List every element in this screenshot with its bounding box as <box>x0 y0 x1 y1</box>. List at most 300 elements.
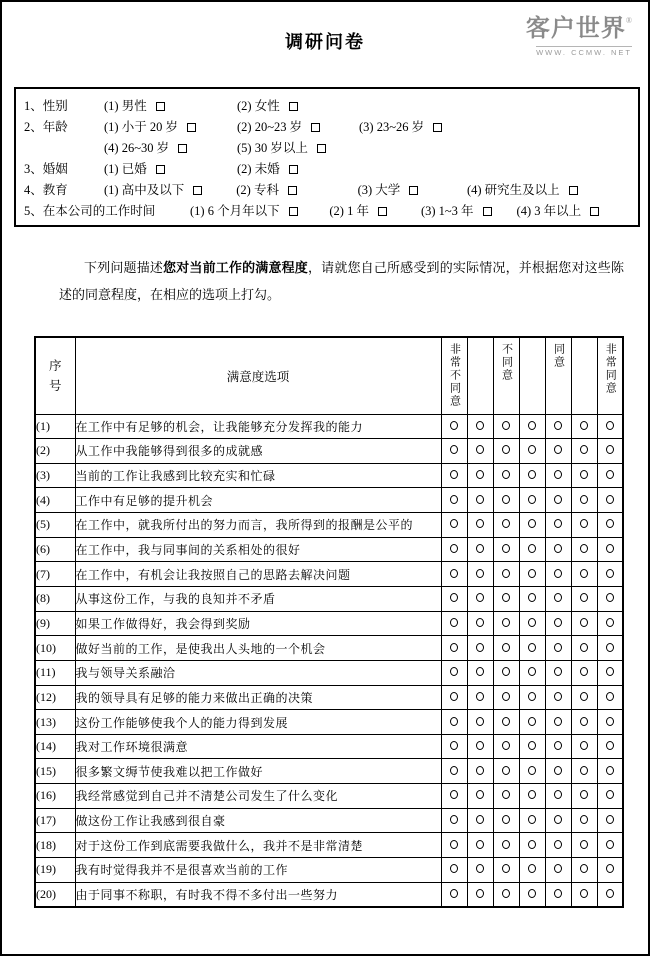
answer-circle[interactable] <box>528 519 536 528</box>
answer-circle[interactable] <box>528 643 536 652</box>
table-row <box>35 611 623 636</box>
answer-circle[interactable] <box>580 544 588 553</box>
answer-cell <box>519 660 545 685</box>
answer-cell <box>597 586 623 611</box>
answer-circle[interactable] <box>476 790 484 799</box>
statement-text: 我与领导关系融洽 <box>75 660 441 685</box>
answer-circle[interactable] <box>450 889 458 898</box>
page-title: 调研问卷 <box>285 32 365 52</box>
answer-circle[interactable] <box>476 544 484 553</box>
answer-cell <box>597 636 623 661</box>
answer-circle[interactable] <box>502 495 510 504</box>
answer-cell <box>545 513 571 538</box>
answer-cell <box>519 833 545 858</box>
answer-circle[interactable] <box>528 495 536 504</box>
answer-circle[interactable] <box>606 692 614 701</box>
answer-circle[interactable] <box>502 593 510 602</box>
answer-cell <box>441 611 467 636</box>
answer-circle[interactable] <box>528 593 536 602</box>
answer-circle[interactable] <box>476 593 484 602</box>
row-number: (6) <box>35 537 75 562</box>
answer-circle[interactable] <box>528 741 536 750</box>
answer-cell <box>597 784 623 809</box>
answer-circle[interactable] <box>450 519 458 528</box>
answer-cell <box>597 537 623 562</box>
rating-column-header <box>467 337 493 414</box>
answer-cell <box>493 660 519 685</box>
answer-cell <box>493 759 519 784</box>
row-number: (5) <box>35 513 75 538</box>
demographic-option <box>329 201 421 222</box>
checkbox[interactable] <box>187 123 196 132</box>
answer-cell <box>519 882 545 907</box>
seq-header-char: 号 <box>48 378 62 393</box>
seq-column-header <box>35 337 75 414</box>
answer-circle[interactable] <box>450 790 458 799</box>
checkbox[interactable] <box>378 207 387 216</box>
answer-circle[interactable] <box>528 766 536 775</box>
row-number: (11) <box>35 660 75 685</box>
answer-circle[interactable] <box>554 495 562 504</box>
answer-cell <box>467 759 493 784</box>
answer-circle[interactable] <box>554 840 562 849</box>
answer-circle[interactable] <box>450 717 458 726</box>
answer-cell <box>545 784 571 809</box>
answer-circle[interactable] <box>554 421 562 430</box>
answer-circle[interactable] <box>502 717 510 726</box>
answer-circle[interactable] <box>528 667 536 676</box>
answer-cell <box>493 513 519 538</box>
answer-cell <box>441 858 467 883</box>
rating-column-header <box>571 337 597 414</box>
answer-circle[interactable] <box>476 692 484 701</box>
answer-circle[interactable] <box>528 445 536 454</box>
answer-circle[interactable] <box>554 864 562 873</box>
checkbox[interactable] <box>289 102 298 111</box>
checkbox[interactable] <box>590 207 599 216</box>
answer-circle[interactable] <box>554 766 562 775</box>
answer-circle[interactable] <box>554 445 562 454</box>
checkbox[interactable] <box>409 186 418 195</box>
answer-circle[interactable] <box>554 790 562 799</box>
answer-circle[interactable] <box>606 815 614 824</box>
answer-circle[interactable] <box>528 790 536 799</box>
answer-cell <box>519 439 545 464</box>
answer-circle[interactable] <box>502 790 510 799</box>
answer-circle[interactable] <box>606 840 614 849</box>
answer-circle[interactable] <box>554 889 562 898</box>
answer-cell <box>441 488 467 513</box>
answer-cell <box>519 759 545 784</box>
answer-circle[interactable] <box>554 593 562 602</box>
table-row <box>35 784 623 809</box>
statement-text: 很多繁文缛节使我难以把工作做好 <box>75 759 441 784</box>
answer-cell <box>493 784 519 809</box>
answer-circle[interactable] <box>476 519 484 528</box>
answer-cell <box>597 685 623 710</box>
statement-text: 当前的工作让我感到比较充实和忙碌 <box>75 463 441 488</box>
answer-circle[interactable] <box>476 470 484 479</box>
row-number: (20) <box>35 882 75 907</box>
answer-circle[interactable] <box>502 544 510 553</box>
demographic-option-label: (1) 男性 <box>104 99 147 113</box>
answer-circle[interactable] <box>476 717 484 726</box>
answer-circle[interactable] <box>528 864 536 873</box>
answer-circle[interactable] <box>450 495 458 504</box>
answer-cell <box>571 685 597 710</box>
answer-cell <box>571 784 597 809</box>
answer-cell <box>545 463 571 488</box>
answer-circle[interactable] <box>554 643 562 652</box>
intro-prefix: 下列问题描述 <box>84 260 164 275</box>
answer-circle[interactable] <box>606 790 614 799</box>
answer-cell <box>493 463 519 488</box>
answer-circle[interactable] <box>606 741 614 750</box>
answer-circle[interactable] <box>606 643 614 652</box>
demographic-option-label: (3) 大学 <box>357 183 401 197</box>
answer-circle[interactable] <box>606 569 614 578</box>
answer-circle[interactable] <box>606 618 614 627</box>
answer-circle[interactable] <box>554 717 562 726</box>
table-row <box>35 808 623 833</box>
answer-cell <box>545 858 571 883</box>
answer-circle[interactable] <box>606 445 614 454</box>
answer-circle[interactable] <box>606 470 614 479</box>
answer-circle[interactable] <box>476 864 484 873</box>
survey-table-body <box>35 414 623 907</box>
answer-circle[interactable] <box>528 544 536 553</box>
answer-circle[interactable] <box>580 815 588 824</box>
checkbox[interactable] <box>289 165 298 174</box>
table-row <box>35 537 623 562</box>
checkbox[interactable] <box>156 102 165 111</box>
answer-circle[interactable] <box>606 421 614 430</box>
answer-circle[interactable] <box>580 667 588 676</box>
answer-circle[interactable] <box>580 790 588 799</box>
answer-cell <box>571 660 597 685</box>
answer-cell <box>597 734 623 759</box>
answer-cell <box>467 586 493 611</box>
answer-circle[interactable] <box>580 766 588 775</box>
answer-circle[interactable] <box>580 889 588 898</box>
statement-text: 这份工作能够使我个人的能力得到发展 <box>75 710 441 735</box>
answer-cell <box>597 808 623 833</box>
answer-circle[interactable] <box>502 470 510 479</box>
answer-circle[interactable] <box>450 741 458 750</box>
answer-cell <box>597 833 623 858</box>
answer-cell <box>597 660 623 685</box>
table-row <box>35 858 623 883</box>
answer-circle[interactable] <box>450 569 458 578</box>
rating-column-header <box>441 337 467 414</box>
demographic-line <box>24 138 638 159</box>
statement-text: 在工作中有足够的机会，让我能够充分发挥我的能力 <box>75 414 441 439</box>
answer-circle[interactable] <box>502 643 510 652</box>
answer-circle[interactable] <box>450 766 458 775</box>
answer-circle[interactable] <box>502 421 510 430</box>
table-row <box>35 463 623 488</box>
statement-text: 我对工作环境很满意 <box>75 734 441 759</box>
answer-circle[interactable] <box>580 421 588 430</box>
answer-circle[interactable] <box>502 766 510 775</box>
answer-cell <box>545 710 571 735</box>
answer-cell <box>467 685 493 710</box>
answer-circle[interactable] <box>606 766 614 775</box>
answer-circle[interactable] <box>476 889 484 898</box>
answer-cell <box>519 784 545 809</box>
answer-circle[interactable] <box>476 618 484 627</box>
demographic-line-label: 5、在本公司的工作时间 <box>24 204 156 218</box>
answer-circle[interactable] <box>502 889 510 898</box>
checkbox[interactable] <box>433 123 442 132</box>
answer-circle[interactable] <box>580 692 588 701</box>
answer-cell <box>493 858 519 883</box>
demographic-line-label: 2、年龄 <box>24 120 68 134</box>
answer-cell <box>597 882 623 907</box>
answer-circle[interactable] <box>606 667 614 676</box>
answer-circle[interactable] <box>476 643 484 652</box>
answer-circle[interactable] <box>580 593 588 602</box>
row-number: (9) <box>35 611 75 636</box>
intro-suffix: ，请就您自己所感受到的实际情况，并根据您对这些陈述的同意程度，在相应的选项上打勾。 <box>59 260 624 302</box>
demographic-option <box>104 138 237 159</box>
answer-cell <box>571 586 597 611</box>
answer-circle[interactable] <box>502 519 510 528</box>
intro-bold-phrase: 您对当前工作的满意程度 <box>163 260 308 275</box>
row-number: (14) <box>35 734 75 759</box>
demographic-line <box>24 159 638 180</box>
answer-circle[interactable] <box>580 495 588 504</box>
checkbox[interactable] <box>156 165 165 174</box>
checkbox[interactable] <box>311 123 320 132</box>
answer-circle[interactable] <box>528 569 536 578</box>
demographic-option-label: (2) 20~23 岁 <box>237 120 303 134</box>
answer-circle[interactable] <box>450 864 458 873</box>
answer-cell <box>545 685 571 710</box>
answer-circle[interactable] <box>580 569 588 578</box>
answer-circle[interactable] <box>502 864 510 873</box>
answer-circle[interactable] <box>502 692 510 701</box>
answer-cell <box>441 734 467 759</box>
answer-cell <box>441 414 467 439</box>
answer-circle[interactable] <box>450 643 458 652</box>
answer-cell <box>545 882 571 907</box>
answer-circle[interactable] <box>476 741 484 750</box>
answer-circle[interactable] <box>528 840 536 849</box>
statement-text: 做这份工作让我感到很自豪 <box>75 808 441 833</box>
row-number: (1) <box>35 414 75 439</box>
answer-cell <box>493 636 519 661</box>
answer-circle[interactable] <box>476 445 484 454</box>
answer-circle[interactable] <box>528 421 536 430</box>
statement-text: 我有时觉得我并不是很喜欢当前的工作 <box>75 858 441 883</box>
answer-cell <box>441 660 467 685</box>
answer-circle[interactable] <box>502 667 510 676</box>
demographic-option <box>237 96 387 117</box>
answer-circle[interactable] <box>502 618 510 627</box>
answer-cell <box>493 586 519 611</box>
statement-text: 由于同事不称职，有时我不得不多付出一些努力 <box>75 882 441 907</box>
answer-cell <box>441 562 467 587</box>
answer-cell <box>441 833 467 858</box>
answer-circle[interactable] <box>580 445 588 454</box>
answer-cell <box>571 414 597 439</box>
answer-circle[interactable] <box>554 544 562 553</box>
demographic-option <box>104 159 237 180</box>
answer-circle[interactable] <box>580 864 588 873</box>
demographic-line <box>24 180 638 201</box>
demographic-option <box>358 180 467 201</box>
answer-circle[interactable] <box>450 618 458 627</box>
demographic-option <box>237 159 387 180</box>
answer-cell <box>545 439 571 464</box>
checkbox[interactable] <box>178 144 187 153</box>
answer-circle[interactable] <box>502 840 510 849</box>
answer-circle[interactable] <box>450 445 458 454</box>
checkbox[interactable] <box>569 186 578 195</box>
answer-circle[interactable] <box>580 643 588 652</box>
answer-cell <box>467 463 493 488</box>
answer-circle[interactable] <box>502 445 510 454</box>
answer-circle[interactable] <box>476 766 484 775</box>
demographic-option <box>190 201 329 222</box>
answer-circle[interactable] <box>580 840 588 849</box>
answer-circle[interactable] <box>502 815 510 824</box>
answer-circle[interactable] <box>580 470 588 479</box>
answer-circle[interactable] <box>606 519 614 528</box>
answer-circle[interactable] <box>450 470 458 479</box>
row-number: (3) <box>35 463 75 488</box>
answer-circle[interactable] <box>476 569 484 578</box>
answer-circle[interactable] <box>554 741 562 750</box>
answer-circle[interactable] <box>476 495 484 504</box>
row-number: (12) <box>35 685 75 710</box>
answer-cell <box>519 858 545 883</box>
answer-cell <box>571 562 597 587</box>
answer-circle[interactable] <box>450 421 458 430</box>
answer-cell <box>571 439 597 464</box>
answer-circle[interactable] <box>476 667 484 676</box>
answer-circle[interactable] <box>450 544 458 553</box>
answer-cell <box>467 513 493 538</box>
answer-cell <box>467 784 493 809</box>
table-header-row <box>35 337 623 414</box>
answer-cell <box>467 611 493 636</box>
answer-cell <box>493 537 519 562</box>
answer-circle[interactable] <box>580 519 588 528</box>
answer-circle[interactable] <box>528 815 536 824</box>
demographic-option <box>104 117 237 138</box>
table-row <box>35 660 623 685</box>
answer-cell <box>467 414 493 439</box>
answer-cell <box>441 463 467 488</box>
answer-cell <box>545 414 571 439</box>
answer-circle[interactable] <box>476 840 484 849</box>
answer-cell <box>441 685 467 710</box>
answer-circle[interactable] <box>502 569 510 578</box>
statement-text: 我的领导具有足够的能力来做出正确的决策 <box>75 685 441 710</box>
answer-circle[interactable] <box>580 618 588 627</box>
demographics-box <box>14 87 640 227</box>
answer-circle[interactable] <box>606 717 614 726</box>
answer-circle[interactable] <box>554 569 562 578</box>
table-row <box>35 513 623 538</box>
answer-cell <box>597 488 623 513</box>
answer-circle[interactable] <box>606 495 614 504</box>
statement-text: 从工作中我能够得到很多的成就感 <box>75 439 441 464</box>
answer-circle[interactable] <box>606 593 614 602</box>
answer-circle[interactable] <box>450 840 458 849</box>
intro-paragraph <box>59 254 624 308</box>
statement-text: 如果工作做得好，我会得到奖励 <box>75 611 441 636</box>
answer-circle[interactable] <box>528 717 536 726</box>
answer-cell <box>571 636 597 661</box>
answer-circle[interactable] <box>450 593 458 602</box>
answer-circle[interactable] <box>606 544 614 553</box>
demographic-line <box>24 96 638 117</box>
answer-cell <box>441 808 467 833</box>
logo-wordmark: 客户世界 <box>525 16 626 42</box>
checkbox[interactable] <box>193 186 202 195</box>
registered-mark-icon: ® <box>625 16 632 25</box>
rating-column-header <box>597 337 623 414</box>
demographic-option <box>104 96 237 117</box>
answer-cell <box>545 833 571 858</box>
answer-circle[interactable] <box>450 667 458 676</box>
answer-circle[interactable] <box>450 815 458 824</box>
answer-circle[interactable] <box>528 470 536 479</box>
answer-cell <box>493 710 519 735</box>
answer-circle[interactable] <box>476 815 484 824</box>
answer-circle[interactable] <box>528 618 536 627</box>
answer-circle[interactable] <box>606 864 614 873</box>
answer-circle[interactable] <box>450 692 458 701</box>
answer-circle[interactable] <box>554 667 562 676</box>
table-row <box>35 759 623 784</box>
demographic-option <box>359 117 519 138</box>
answer-cell <box>493 808 519 833</box>
answer-circle[interactable] <box>554 470 562 479</box>
answer-cell <box>441 439 467 464</box>
answer-circle[interactable] <box>554 519 562 528</box>
answer-cell <box>519 636 545 661</box>
answer-circle[interactable] <box>528 692 536 701</box>
demographic-option-label: (3) 1~3 年 <box>420 204 474 218</box>
checkbox[interactable] <box>289 207 298 216</box>
answer-circle[interactable] <box>476 421 484 430</box>
answer-circle[interactable] <box>606 889 614 898</box>
answer-cell <box>571 882 597 907</box>
answer-cell <box>597 710 623 735</box>
answer-circle[interactable] <box>502 741 510 750</box>
checkbox[interactable] <box>288 186 297 195</box>
row-number: (17) <box>35 808 75 833</box>
answer-circle[interactable] <box>554 692 562 701</box>
row-number: (16) <box>35 784 75 809</box>
answer-cell <box>571 710 597 735</box>
answer-circle[interactable] <box>580 717 588 726</box>
checkbox[interactable] <box>317 144 326 153</box>
demographic-option <box>421 201 517 222</box>
answer-cell <box>467 636 493 661</box>
demographic-option-label: (3) 23~26 岁 <box>359 120 425 134</box>
answer-circle[interactable] <box>528 889 536 898</box>
checkbox[interactable] <box>483 207 492 216</box>
answer-circle[interactable] <box>554 618 562 627</box>
row-number: (18) <box>35 833 75 858</box>
answer-circle[interactable] <box>554 815 562 824</box>
answer-circle[interactable] <box>580 741 588 750</box>
